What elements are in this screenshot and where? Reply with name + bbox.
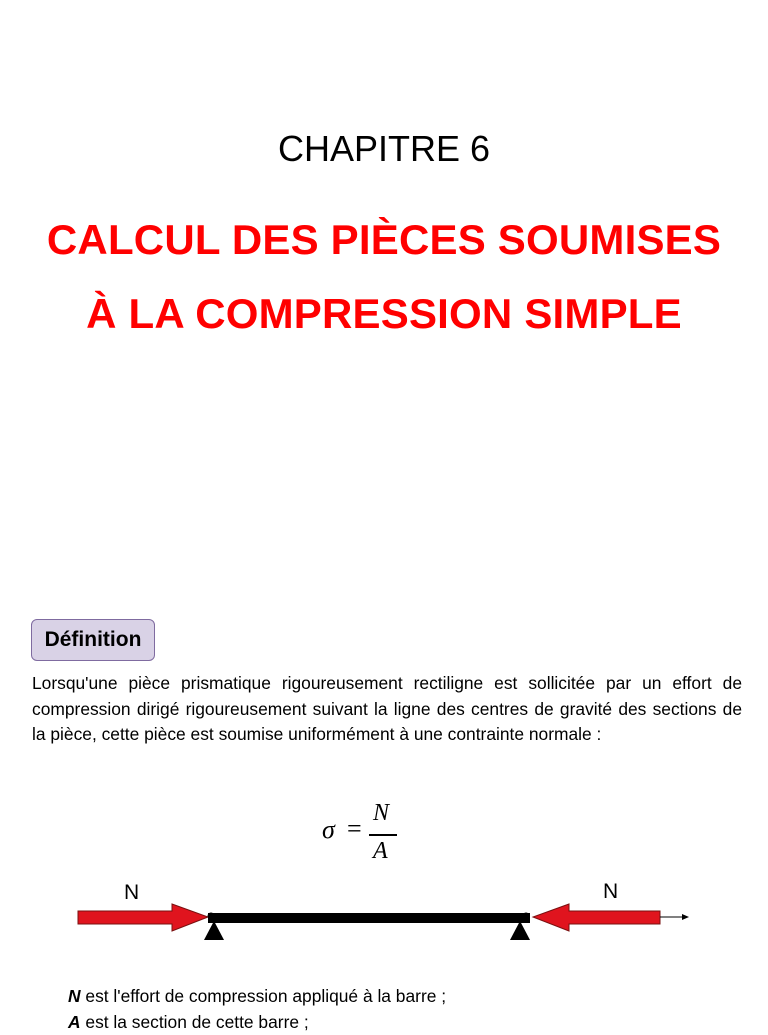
left-force-label: N [124, 881, 140, 904]
definition-paragraph: Lorsqu'une pièce prismatique rigoureusement rectiligne est sollicitée par un effort de compression dirigé rigoureusement suivant la ligne des centres de gravité des sections de la pièce, cette pièce est soumise uniformément à une contrainte normale : [32, 673, 742, 744]
legend-item [68, 983, 748, 1009]
formula-fraction-bar [369, 834, 397, 836]
legend-text: est l'effort de compression appliqué à la barre ; [80, 986, 447, 1006]
beam-bar [208, 913, 530, 923]
legend-text: est la section de cette barre ; [80, 1012, 309, 1032]
axis-arrow-icon [660, 914, 689, 920]
chapter-title-line-2: À LA COMPRESSION SIMPLE [86, 290, 682, 337]
compression-bar-diagram [0, 895, 768, 955]
formula-numerator: N [373, 800, 390, 826]
definition-label: Définition [44, 628, 142, 651]
formula-denominator: A [373, 838, 388, 864]
right-force-arrow [533, 904, 660, 931]
definition-label-box [31, 619, 155, 661]
symbol-legend [68, 983, 748, 1035]
legend-item [68, 1009, 748, 1035]
right-force-label: N [603, 880, 619, 903]
chapter-heading: CHAPITRE 6 [277, 128, 491, 169]
chapter-title-line-1: CALCUL DES PIÈCES SOUMISES [46, 216, 722, 263]
legend-symbol: N [68, 986, 81, 1006]
formula-sigma: σ [322, 815, 335, 844]
stress-formula [318, 800, 408, 870]
legend-symbol: A [68, 1012, 81, 1032]
formula-equals: = [347, 814, 362, 843]
left-force-arrow [78, 904, 208, 931]
